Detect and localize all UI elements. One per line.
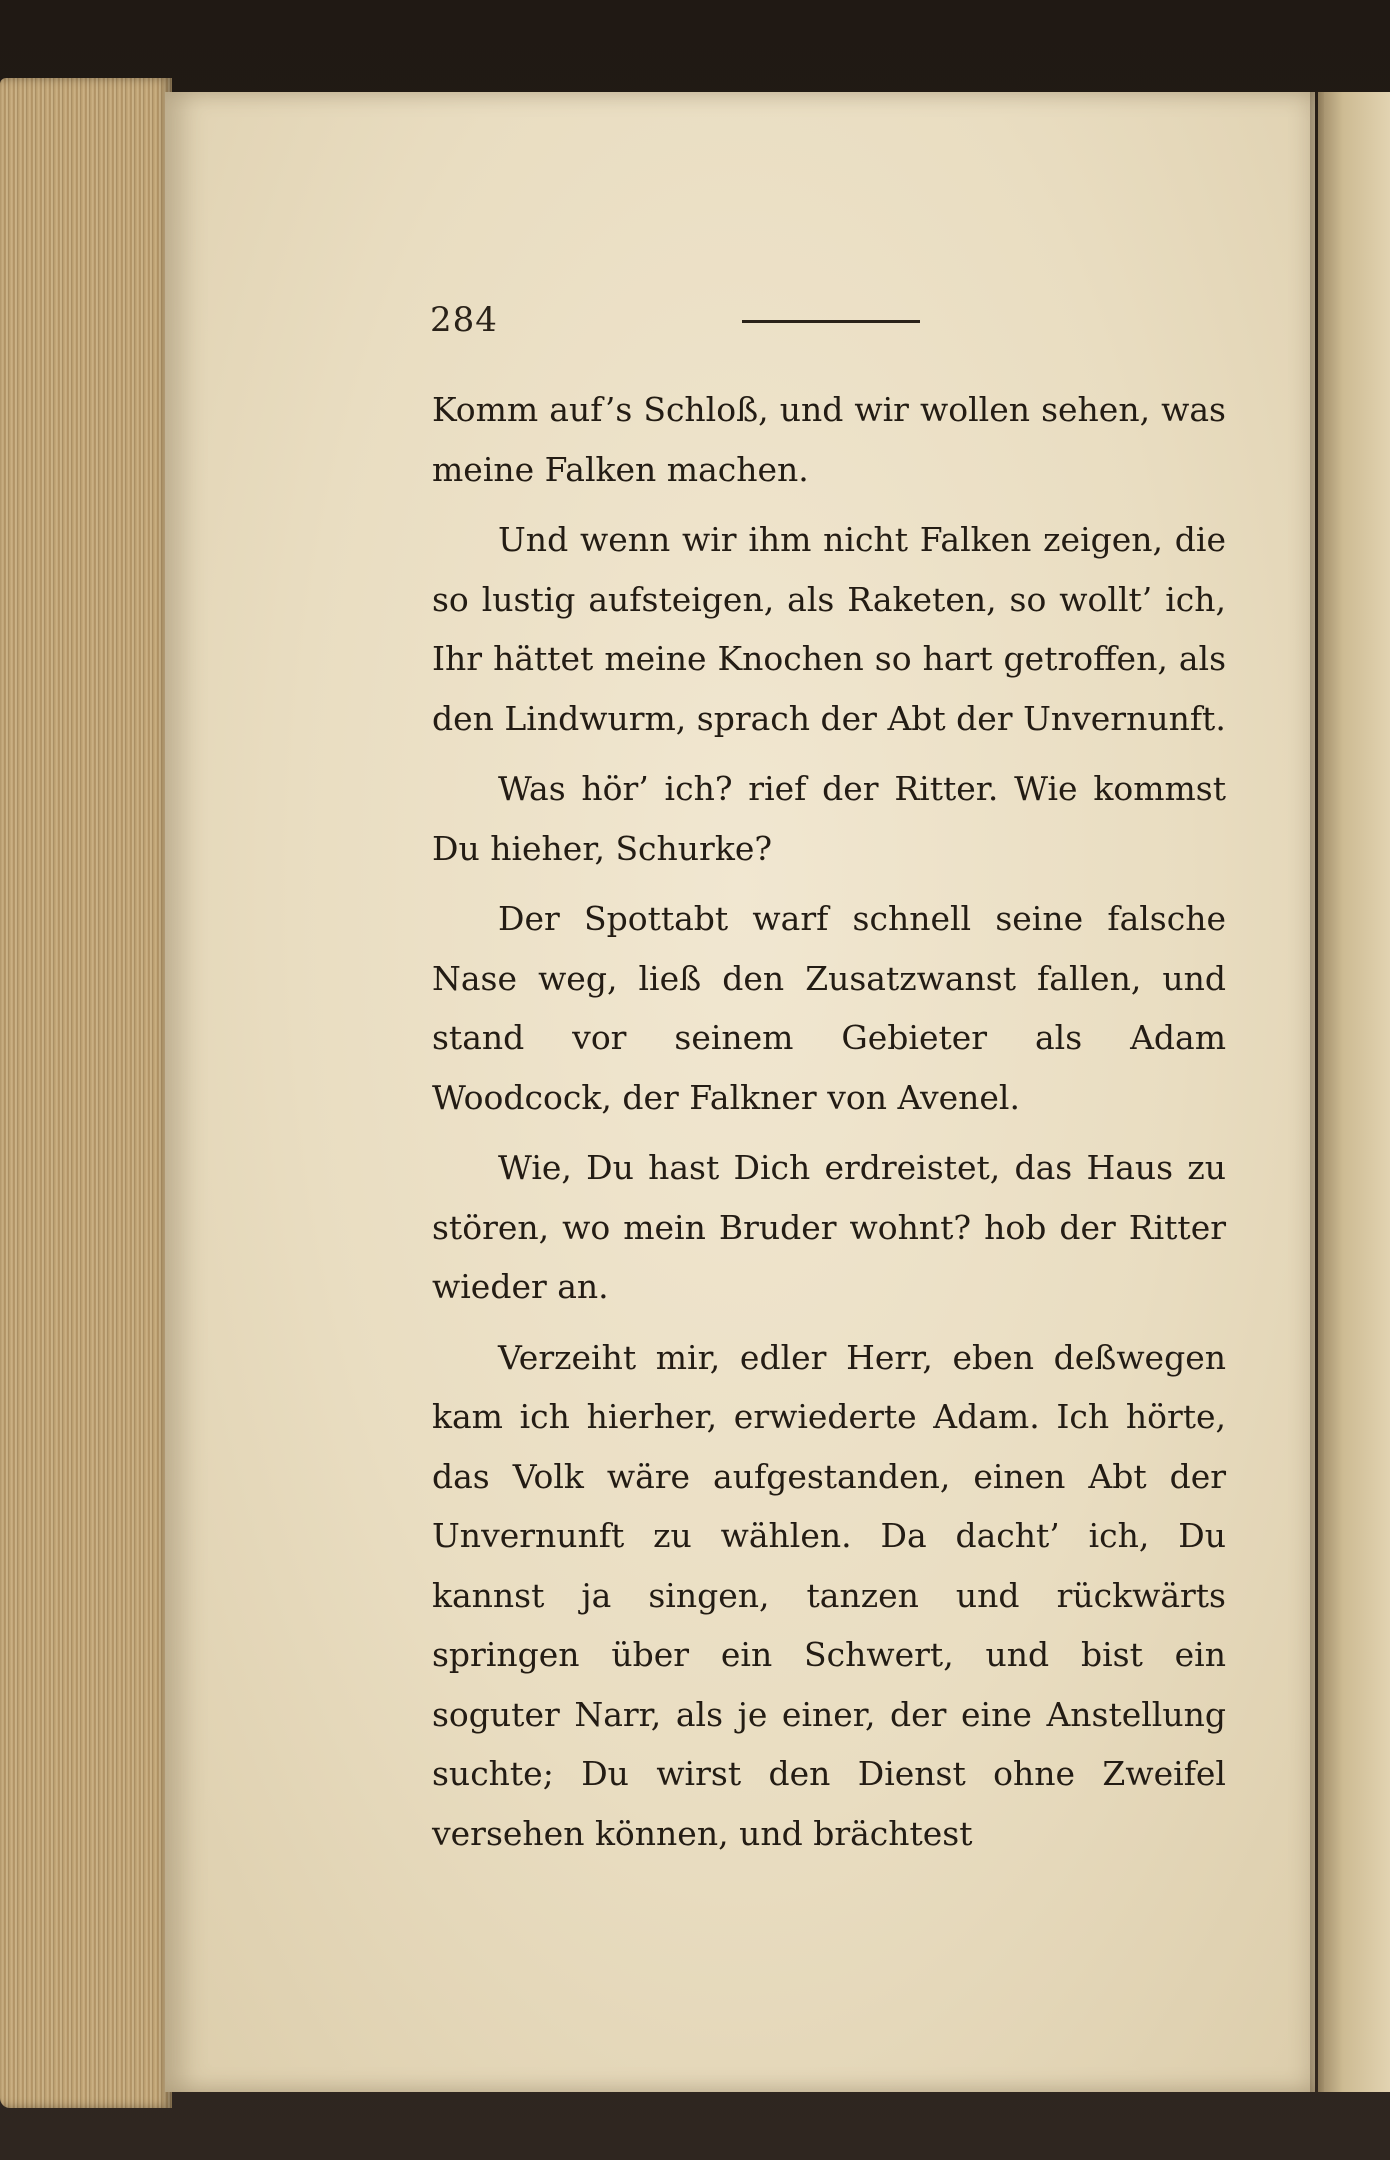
page-number: 284 (430, 300, 498, 340)
paragraph-4: Der Spottabt warf schnell seine falsche Nase weg, ließ den Zusatzwanst fallen, und stand vor seinem Gebieter als Adam Woodcock, der Falkner von Avenel. (432, 899, 1226, 1117)
paragraph-2: Und wenn wir ihm nicht Falken zeigen, die so lustig aufsteigen, als Raketen, so wollt’ ich, Ihr hättet meine Knochen so hart getroffen, als den Lindwurm, sprach der Abt der Unvernunft. (432, 520, 1226, 738)
paragraph-6: Verzeiht mir, edler Herr, eben deßwegen kam ich hierher, erwiederte Adam. Ich hörte, das Volk wäre aufgestanden, einen Abt der Unvernunft zu wählen. Da dacht’ ich, Du kannst ja singen, tanzen und rückwärts springen über ein Schwert, und bist ein soguter Narr, als je einer, der eine Anstellung suchte; Du wirst den Dienst ohne Zweifel versehen können, und brächtest (432, 1337, 1226, 1853)
paragraph-1: Komm auf’s Schloß, und wir wollen sehen, was meine Falken machen. (432, 390, 1226, 489)
page-gutter (1310, 92, 1324, 2092)
paragraph-3: Was hör’ ich? rief der Ritter. Wie kommst Du hieher, Schurke? (432, 769, 1226, 868)
next-page-edge (1318, 92, 1390, 2092)
page-header (430, 300, 1230, 350)
book-page-edges (0, 78, 172, 2108)
header-rule (742, 320, 920, 323)
page-body (432, 380, 1226, 1874)
paragraph-5: Wie, Du hast Dich erdreistet, das Haus zu stören, wo mein Bruder wohnt? hob der Ritter wieder an. (432, 1148, 1226, 1306)
